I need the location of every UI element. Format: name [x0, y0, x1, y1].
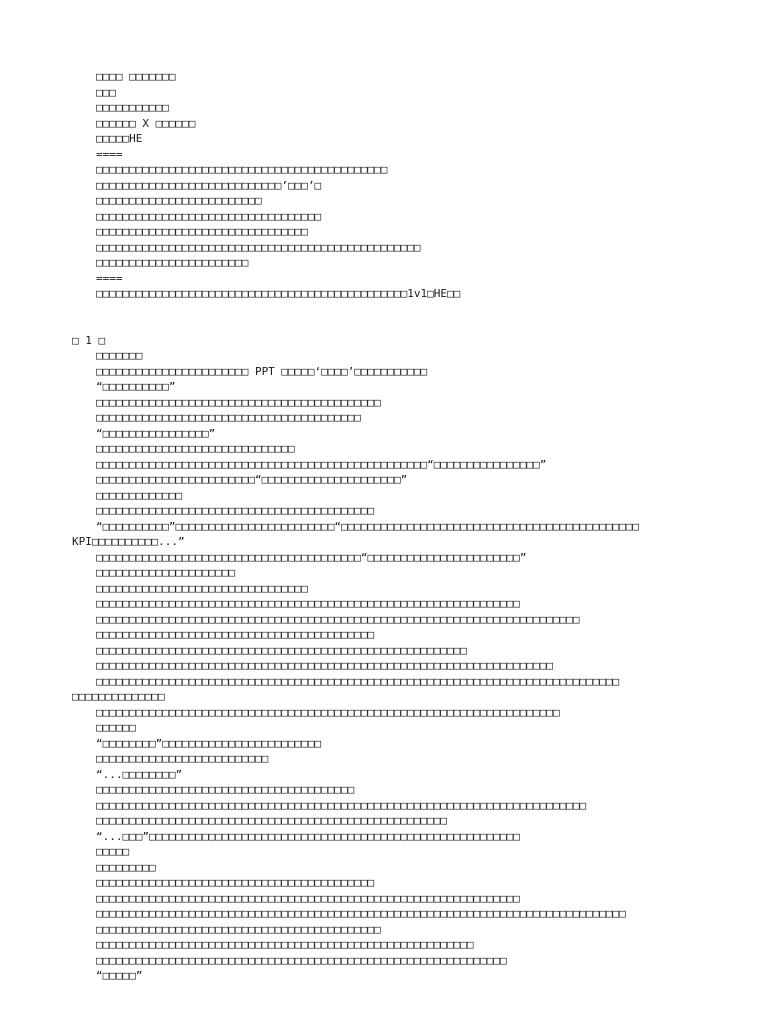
text-line: “...□□□”□□□□□□□□□□□□□□□□□□□□□□□□□□□□□□□□□□□□□□□□□□□□□□□□□□□□□□□□ — [96, 829, 520, 843]
text-line: □□□□□□□□□□□□□□□□□□□□□□□□□□□□□□□□□□□□□□□□□□□□□□□□□□□□□□□□□□□□□□□□ — [96, 597, 520, 610]
text-line: □□□□□□ — [96, 721, 136, 734]
text-line: □□□□□□□□□□□□□□□□□□□□□□□ PPT □□□□□‘□□□□’□□□□□□□□□□□ — [96, 364, 428, 378]
text-line: □□□□□□□□□□□□□□□□□□□□□□□□□□□□□□□□ — [96, 581, 308, 595]
text-line: □□□□□□□□□□□□□□□□□□□□□□□□□□□□□□□□□□□□□□□□□□□□□□□1v1□HE□□ — [96, 287, 461, 300]
text-line: ==== — [96, 147, 123, 161]
text-line: □□□□□□□□□□□ — [96, 101, 169, 114]
text-line: □□□□□□□□□□□□□□□□□□□□□□□ — [96, 256, 249, 269]
text-line: □□□□□□□□□□□□□□□□□□□□□□□□□□□□’□□□’□ — [96, 178, 322, 192]
text-line: □□□□□□□□□□□□□□□□□□□□□□□□□□□□□□□□□□□□□□□□□□□□□□□□□□□□□□□□ — [96, 643, 467, 657]
text-line: □□□□□□□□□□□□□□□□□□□□□□□□□□ — [96, 752, 269, 765]
document-body — [0, 69, 768, 984]
text-line: □□□□□□□□□□□□□□□□□□□□□□□□□□□□□□□□□□□□□□□□□□□ — [96, 922, 381, 936]
text-line: “□□□□□□□□□□” — [96, 380, 176, 393]
text-line: □□□□□□□□□□□□□□□□□□□□□□□□□□□□□□□□□□□□□□□□□□□□□□□□□□□□□□□□□ — [96, 938, 474, 951]
text-line: □□□□□□□□□□□□□□□□□□□□□□□□□□□□□□□□□□□□□□□□□□□□□□□□□□“□□□□□□□□□□□□□□□□” — [96, 457, 547, 471]
text-line: □□□□□□□□□□□□□□□□□□□□□□□□□□□□□□□□□□□□□□□□□□□□□□□□□□□□□□□□□□□□□□□□ — [96, 891, 520, 905]
text-line: □ 1 □ — [72, 333, 106, 347]
text-line: □□□□□□□□□□□□□□□□□□□□□□□□“□□□□□□□□□□□□□□□□□□□□□” — [96, 473, 408, 486]
text-line: □□□□□□□□□□□□□□□□□□□□□□□□□□□□□□□□□□□□□□□□□□□□□□□□□□□□□□□□□□□□□□□□□□□□□□□□□□□□□□□ — [96, 674, 620, 688]
text-line: KPI□□□□□□□□□□...” — [72, 535, 185, 548]
text-line: □□□□□□□□□□□□□□□□□□□□□□□□□ — [96, 194, 262, 207]
text-line: □□□□□□□□□□□□□□□□□□□□□□□□□□□□□□□□□□□□□□□□□□ — [96, 504, 375, 517]
text-line: □□□□□ — [96, 845, 130, 858]
text-line: “□□□□□□□□□□□□□□□□” — [96, 426, 216, 440]
text-line: □□□□□HE — [96, 132, 143, 145]
text-line: □□□□□□□□□□□□□□□□□□□□□ — [96, 566, 236, 579]
text-line: □□□□□□□□□□□□□□□□□□□□□□□□□□□□□□□□□□□□□□□□□□□□□□□□□□□□□□□□□□□□□□□□□□□□□ — [96, 659, 553, 672]
text-line: □□□□□□□□□□□□□□□□□□□□□□□□□□□□□□□□□□□□□□□□□□ — [96, 876, 375, 889]
text-line: “□□□□□□□□□□”□□□□□□□□□□□□□□□□□□□□□□□□“□□□□□□□□□□□□□□□□□□□□□□□□□□□□□□□□□□□□□□□□□□□□□ — [96, 519, 640, 533]
text-line: □□□□□□□□□□□□□□□□□□□□□□□□□□□□□□□□□□□□□□□□□□□□□□□□□□□□□□□□□□□□□□□□□□□□□□□□□□ — [96, 798, 587, 812]
text-line: “□□□□□□□□”□□□□□□□□□□□□□□□□□□□□□□□□ — [96, 736, 322, 750]
text-line: □□□□□□□□□□□□□□□□□□□□□□□□□□□□□□ — [96, 442, 295, 455]
text-line: □□□□□□□ — [96, 349, 143, 362]
text-line: □□□□□□□□□□□□□□□□□□□□□□□□□□□□□□□□□□□□□□□□□□□□□□□□□□□□□□□□□□□□□□□□□□□□□□□□□□□□□□□□ — [96, 907, 626, 920]
text-line: □□□□□□□□□□□□□□□□□□□□□□□□□□□□□□□□□□□□□□□□□□□□□□□□□□□□□□□□□□□□□□ — [96, 953, 507, 967]
text-line: □□□□□□ X □□□□□□ — [96, 116, 196, 130]
text-line: “...□□□□□□□□” — [96, 767, 183, 781]
text-line: □□□□□□□□□□□□□ — [96, 488, 183, 502]
text-line: □□□□□□□□□□□□□□□□□□□□□□□□□□□□□□□□□□ — [96, 209, 322, 223]
text-line: □□□□□□□□□ — [96, 860, 156, 874]
text-line: □□□□□□□□□□□□□□□□□□□□□□□□□□□□□□□□□□□□□□□□□□ — [96, 628, 375, 641]
text-line: □□□□□□□□□□□□□□ — [72, 690, 165, 703]
text-line: □□□□□□□□□□□□□□□□□□□□□□□□□□□□□□□□□□□□□□□ — [96, 783, 355, 796]
text-line: □□□ — [96, 85, 116, 99]
text-line: □□□□□□□□□□□□□□□□□□□□□□□□□□□□□□□□□□□□□□□□□□□□ — [96, 163, 388, 176]
text-line: □□□□□□□□□□□□□□□□□□□□□□□□□□□□□□□□□□□□□□□□□□□□□□□□□ — [96, 240, 421, 254]
text-line: □□□□□□□□□□□□□□□□□□□□□□□□□□□□□□□□□□□□□□□□ — [96, 411, 361, 424]
text-line: □□□□□□□□□□□□□□□□□□□□□□□□□□□□□□□□□□□□□□□□□□□□□□□□□□□□□ — [96, 814, 447, 827]
text-line: □□□□□□□□□□□□□□□□□□□□□□□□□□□□□□□□□□□□□□□□□□□ — [96, 395, 381, 409]
text-line: ==== — [96, 271, 123, 285]
text-line: □□□□□□□□□□□□□□□□□□□□□□□□□□□□□□□□□□□□□□□□□□□□□□□□□□□□□□□□□□□□□□□□□□□□□□□□□ — [96, 612, 580, 626]
text-line: □□□□□□□□□□□□□□□□□□□□□□□□□□□□□□□□□□□□□□□□“□□□□□□□□□□□□□□□□□□□□□□□” — [96, 550, 527, 564]
text-line: □□□□□□□□□□□□□□□□□□□□□□□□□□□□□□□□□□□□□□□□□□□□□□□□□□□□□□□□□□□□□□□□□□□□□□ — [96, 705, 560, 719]
text-line: □□□□ □□□□□□□ — [96, 70, 176, 83]
text-line: “□□□□□” — [96, 969, 143, 982]
text-line: □□□□□□□□□□□□□□□□□□□□□□□□□□□□□□□□ — [96, 225, 308, 238]
